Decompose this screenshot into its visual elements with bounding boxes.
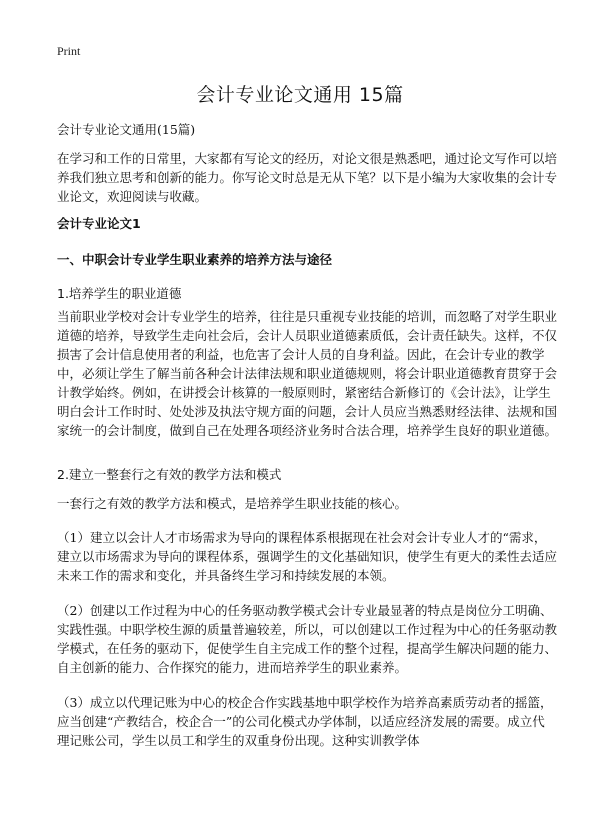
item2-heading: 2.建立一整套行之有效的教学方法和模式	[57, 467, 282, 482]
item1-paragraph: 当前职业学校对会计专业学生的培养，往往是只重视专业技能的培训，而忽略了对学生职业道德的培养，导致学生走向社会后，会计人员职业道德素质低，会计责任缺失。这样，不仅损害了会计信息使用者的利益，也危害了会计人员的自身利益。因此，在会计专业的教学中，必须让学生了解当前各种会计法律法规和职业道德规则，将会计职业道德教育贯穿于会计教学始终。例如，在讲授会计核算的一般原则时，紧密结合新修订的《会计法》，让学生明白会计工作时时、处处涉及执法守规方面的问题，会计人员应当熟悉财经法律、法规和国家统一的会计制度，做到自己在处理各项经济业务时合法合理，培养学生良好的职业道德。	[57, 309, 558, 438]
item1-heading: 1.培养学生的职业道德	[57, 286, 182, 301]
item2-paragraph-1: （1）建立以会计人才市场需求为导向的课程体系根据现在社会对会计专业人才的“需求，建立以市场需求为导向的课程体系，强调学生的文化基础知识，使学生有更大的柔性去适应未来工作的需求和变化，并具备终生学习和持续发展的本领。	[57, 530, 558, 583]
item2-lead-paragraph: 一套行之有效的教学方法和模式，是培养学生职业技能的核心。	[57, 496, 408, 511]
intro-paragraph: 在学习和工作的日常里，大家都有写论文的经历，对论文很是熟悉吧，通过论文写作可以培养我们独立思考和创新的能力。你写论文时总是无从下笔？以下是小编为大家收集的会计专业论文，欢迎阅读与收藏。	[57, 151, 558, 204]
item2-paragraph-2: （2）创建以工作过程为中心的任务驱动教学模式会计专业最显著的特点是岗位分工明确、实践性强。中职学校生源的质量普遍较差，所以，可以创建以工作过程为中心的任务驱动教学模式，在任务的驱动下，促使学生自主完成工作的整个过程，提高学生解决问题的能力、自主创新的能力、合作探究的能力，进而培养学生的职业素养。	[57, 603, 558, 675]
document-subtitle: 会计专业论文通用(15篇)	[57, 122, 196, 137]
document-title: 会计专业论文通用 15篇	[196, 84, 404, 106]
part-heading: 一、中职会计专业学生职业素养的培养方法与途径	[57, 252, 333, 267]
print-label: Print	[57, 44, 81, 58]
section-heading: 会计专业论文1	[57, 216, 141, 231]
item2-paragraph-3: （3）成立以代理记账为中心的校企合作实践基地中职学校作为培养高素质劳动者的摇篮，应当创建“产教结合，校企合一”的公司化模式办学体制，以适应经济发展的需要。成立代理记账公司，学生以员工和学生的双重身份出现。这种实训教学体	[57, 695, 553, 748]
